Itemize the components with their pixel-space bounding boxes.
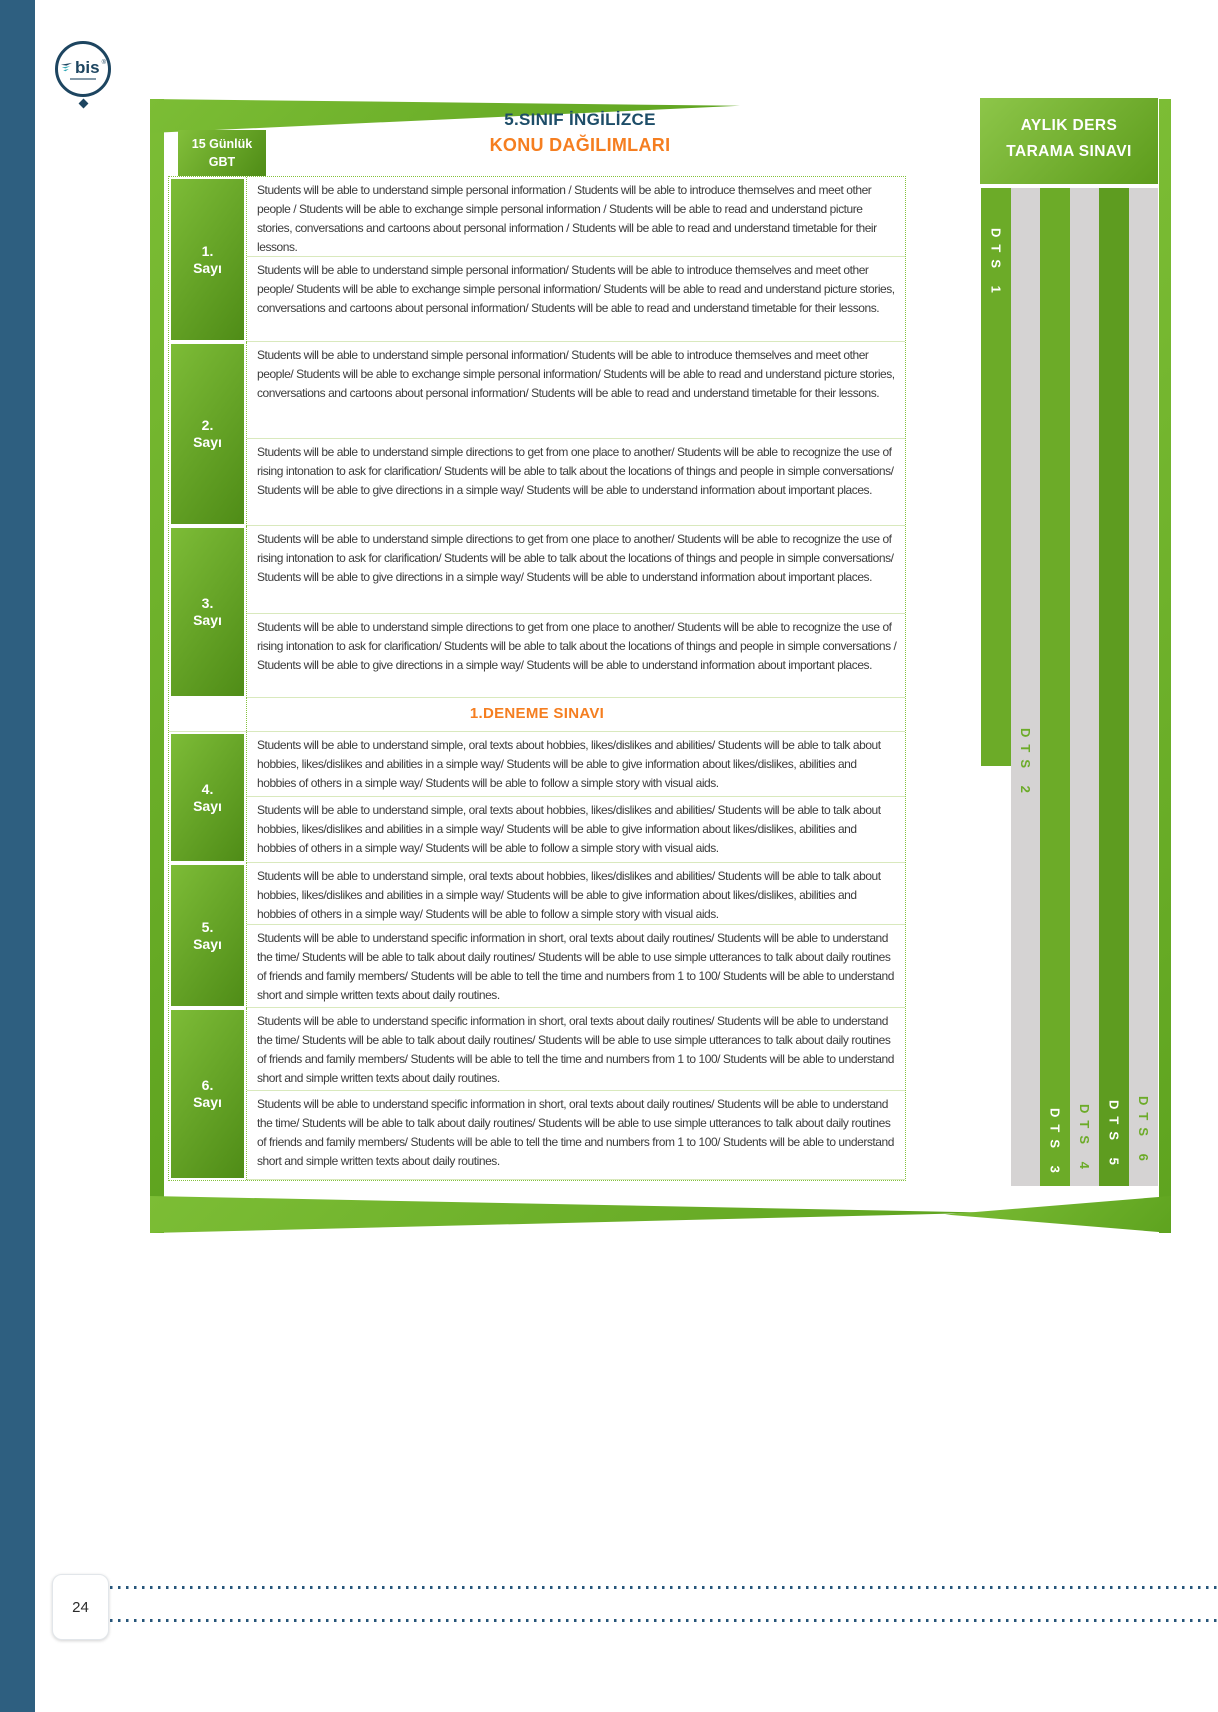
section-label-block [171, 179, 244, 340]
table-section-1 [169, 177, 905, 342]
section-label-cell [169, 526, 247, 698]
section-label-block [171, 1010, 244, 1178]
objective-row: Students will be able to understand specific information in short, oral texts about daily routines/ Students will be able to understand the time/ Students will be able to talk about daily routines/ Students will be able to use simple utterances to talk about daily routines of friends and family members/ Students will be able to tell the time and numbers from 1 to 100/ Students will be able to understand short and simple written texts about daily routines. [247, 1008, 905, 1091]
section-number: 1. [201, 242, 214, 259]
page-number: 24 [72, 1598, 89, 1616]
objective-row: Students will be able to understand specific information in short, oral texts about daily routines/ Students will be able to understand the time/ Students will be able to talk about daily routines/ Students will be able to use simple utterances to talk about daily routines of friends and family members/ Students will be able to tell the time and numbers from 1 to 100/ Students will be able to understand short and simple written texts about daily routines. [247, 1091, 905, 1180]
section-label-block [171, 865, 244, 1006]
logo-pin [79, 99, 89, 109]
section-label-block [171, 734, 244, 861]
section-word: Sayı [193, 1094, 222, 1110]
section-label-cell [169, 863, 247, 1008]
logo-tagline [70, 78, 96, 80]
bis-logo [55, 41, 111, 97]
exam-divider-row [169, 698, 905, 732]
frame-right-strip [1159, 99, 1171, 1233]
section-number: 6. [201, 1077, 214, 1093]
frame-bottom-right-wedge [945, 1196, 1171, 1233]
exam-header-line1: AYLIK DERS [1020, 117, 1118, 134]
dts5-label: DTS 5 [1106, 1100, 1122, 1172]
objective-row: Students will be able to understand simple directions to get from one place to another/ Students will be able to recognize the use of rising intonation to ask for clarification/ Students will be able to talk about the locations of things and people in simple conversations / Students will be able to give directions in a simple way/ Students will be able to understand information about important places. [247, 614, 905, 698]
objective-row: Students will be able to understand simple personal information/ Students will be able to introduce themselves and meet other people/ Students will be able to exchange simple personal information/ Students will be able to read and understand picture stories, conversations and cartoons about personal information/ Students will be able to read and understand timetable for their lessons. [247, 257, 905, 342]
curriculum-table [168, 176, 906, 1181]
section-word: Sayı [193, 259, 222, 276]
frame-left-strip [150, 99, 164, 1233]
footer-dotted-line-bottom [110, 1619, 1218, 1622]
footer-dotted-line-top [110, 1586, 1218, 1589]
page-title [300, 110, 860, 156]
section-label-cell [169, 177, 247, 342]
exam-column-dts3 [1040, 188, 1070, 1186]
table-section-2 [169, 342, 905, 526]
section-word: Sayı [193, 612, 222, 628]
registered-mark: ® [101, 60, 106, 66]
section-number: 3. [201, 595, 214, 611]
section-label-block [171, 344, 244, 524]
section-number: 4. [201, 780, 214, 797]
section-word: Sayı [193, 797, 222, 814]
exam-column-dts2 [1011, 188, 1041, 1186]
page-title-line1: 5.SINIF İNGİLİZCE [504, 110, 656, 129]
objective-row: Students will be able to understand simple, oral texts about hobbies, likes/dislikes and abilities/ Students will be able to talk about hobbies, likes/dislikes and abilities in a simple way/ Students will be able to give information about likes/dislikes, abilities and hobbies of others in a simple way/ Students will be able to follow a simple story with visual aids. [247, 732, 905, 797]
gbt-badge [178, 130, 266, 176]
exam-header-line2: TARAMA SINAVI [1006, 143, 1132, 160]
table-section-3 [169, 526, 905, 698]
section-label-cell [169, 732, 247, 863]
logo-text: bis [75, 57, 100, 77]
section-number: 2. [201, 417, 214, 433]
dts6-label: DTS 6 [1135, 1096, 1151, 1168]
exam-column-dts6 [1129, 188, 1159, 1186]
objective-row: Students will be able to understand simple directions to get from one place to another/ Students will be able to recognize the use of rising intonation to ask for clarification/ Students will be able to talk about the locations of things and people in simple conversations/ Students will be able to give directions in a simple way/ Students will be able to understand information about important places. [247, 439, 905, 526]
bis-logo-swirl-icon [60, 61, 73, 74]
exam-header-box [980, 98, 1158, 184]
table-section-4 [169, 732, 905, 863]
exam-column-dts5 [1099, 188, 1129, 1186]
dts3-label: DTS 3 [1047, 1108, 1063, 1180]
exam-column-dts4 [1070, 188, 1100, 1186]
section-word: Sayı [193, 935, 222, 952]
section-label-block [171, 528, 244, 696]
section-number: 5. [201, 918, 214, 935]
dts1-label: DTS 1 [988, 228, 1004, 300]
objective-row: Students will be able to understand specific information in short, oral texts about daily routines/ Students will be able to understand the time/ Students will be able to talk about daily routines/ Students will be able to use simple utterances to talk about daily routines of friends and family members/ Students will be able to tell the time and numbers from 1 to 100/ Students will be able to understand short and simple written texts about daily routines. [247, 925, 905, 1008]
exam-column-dts1 [981, 188, 1011, 766]
page-number-badge [52, 1574, 109, 1640]
table-section-5 [169, 863, 905, 1008]
table-section-6 [169, 1008, 905, 1180]
left-edge-bar [0, 0, 35, 1712]
exam-columns [981, 188, 1158, 1186]
objective-row: Students will be able to understand simple personal information / Students will be able to introduce themselves and meet other people / Students will be able to exchange simple personal information / Students will be able to read and understand picture stories, conversations and cartoons about personal information / Students will be able to read and understand timetable for their lessons. [247, 177, 905, 257]
section-label-cell [169, 1008, 247, 1180]
divider-label: 1.DENEME SINAVI [469, 705, 605, 722]
dts2-label: DTS 2 [1017, 728, 1033, 800]
objective-row: Students will be able to understand simple, oral texts about hobbies, likes/dislikes and abilities/ Students will be able to talk about hobbies, likes/dislikes and abilities in a simple way/ Students will be able to give information about likes/dislikes, abilities and hobbies of others in a simple way/ Students will be able to follow a simple story with visual aids. [247, 863, 905, 925]
dts4-label: DTS 4 [1076, 1104, 1092, 1176]
section-word: Sayı [193, 434, 222, 450]
objective-row: Students will be able to understand simple directions to get from one place to another/ Students will be able to recognize the use of rising intonation to ask for clarification/ Students will be able to talk about the locations of things and people in simple conversations/ Students will be able to give directions in a simple way/ Students will be able to understand information about important places. [247, 526, 905, 614]
section-label-cell [169, 342, 247, 526]
gbt-badge-line1: 15 Günlük [191, 137, 253, 151]
page-title-line2: KONU DAĞILIMLARI [489, 135, 671, 155]
frame-bottom-left-wedge [150, 1196, 990, 1233]
objective-row: Students will be able to understand simple, oral texts about hobbies, likes/dislikes and abilities/ Students will be able to talk about hobbies, likes/dislikes and abilities in a simple way/ Students will be able to give information about likes/dislikes, abilities and hobbies of others in a simple way/ Students will be able to follow a simple story with visual aids. [247, 797, 905, 863]
objective-row: Students will be able to understand simple personal information/ Students will be able to introduce themselves and meet other people/ Students will be able to exchange simple personal information/ Students will be able to read and understand picture stories, conversations and cartoons about personal information/ Students will be able to read and understand timetable for their lessons. [247, 342, 905, 439]
gbt-badge-line2: GBT [208, 155, 236, 169]
